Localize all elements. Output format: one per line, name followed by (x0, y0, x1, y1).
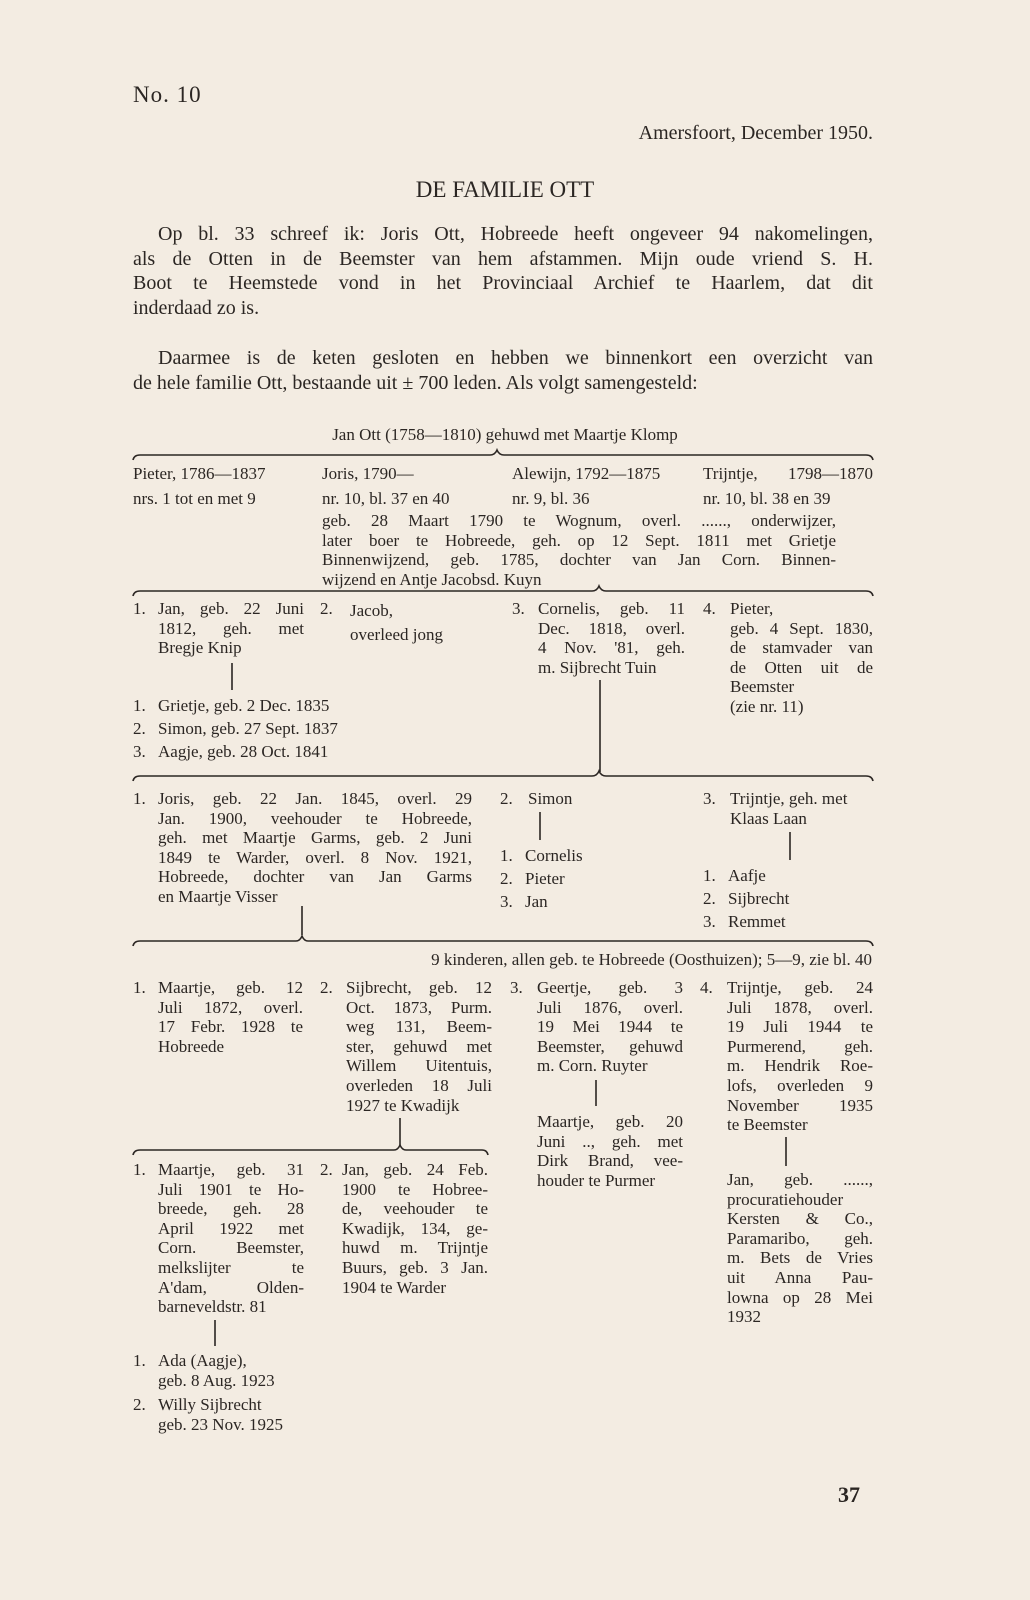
list-item (500, 891, 640, 914)
text-line: Klaas Laan (730, 808, 807, 828)
brace-gen1 (133, 450, 873, 460)
item-number: 1. (133, 696, 146, 715)
text-line: Joris, 1790— (322, 464, 414, 483)
text-line: Sijbrecht, geb. 12 (346, 978, 492, 997)
intro-paragraph-1 (133, 222, 873, 320)
text-line: m. Sijbrecht Tuin (538, 657, 657, 677)
gen3-trijntje (730, 789, 847, 828)
text-line: de stamvader van (730, 638, 873, 658)
gen4-trijntje (727, 978, 873, 1135)
item-number: 4. (700, 978, 713, 997)
text-line: geb. 4 Sept. 1830, (730, 618, 873, 638)
item-number: 3. (133, 742, 146, 761)
gen3-simon: Simon (528, 789, 573, 808)
text-line: Maartje, geb. 31 (158, 1160, 304, 1179)
item-number: 2. (500, 789, 513, 808)
text-line: Corn. Beemster, (158, 1238, 304, 1258)
item-number: 1. (133, 599, 146, 618)
item-number: 2. (133, 719, 146, 738)
text-line: Pieter, (730, 599, 774, 618)
text-line: m. Hendrik Roe- (727, 1056, 873, 1076)
text-line: geb. 28 Maart 1790 te Wognum, overl. ......, onderwijzer, (322, 511, 836, 530)
text-line: Joris, geb. 22 Jan. 1845, overl. 29 (158, 789, 472, 808)
item-number: 3. (703, 789, 716, 808)
text-line: 1900 te Hobree- (342, 1179, 488, 1199)
jan-children-list (133, 695, 413, 764)
simon-children-list (500, 845, 640, 914)
text-line: Daarmee is de keten gesloten en hebben we binnenkort een overzicht van (158, 347, 873, 369)
text-line: Boot te Heemstede vond in het Provinciaal Archief te Haarlem, dat dit (133, 272, 873, 294)
text-line: Paramaribo, geh. (727, 1228, 873, 1248)
text-line: Pieter, 1786—1837 (133, 464, 266, 483)
text-line: Juli 1878, overl. (727, 997, 873, 1017)
text-line: Jacob, (350, 601, 393, 620)
text-line: 1904 te Warder (342, 1277, 447, 1297)
text-line: uit Anna Pau- (727, 1267, 873, 1287)
text-line: 1849 te Warder, overl. 8 Nov. 1921, (158, 847, 472, 867)
text-line: Alewijn, 1792—1875 (512, 464, 661, 483)
gen3-joris (158, 789, 472, 907)
text-line: inderdaad zo is. (133, 296, 260, 319)
item-text: Simon, geb. 27 Sept. 1837 (158, 719, 338, 738)
text-line: lowna op 28 Mei (727, 1287, 873, 1307)
text-line: Geertje, geb. 3 (537, 978, 683, 997)
text-line: Trijntje, geb. 24 (727, 978, 873, 997)
gen2-jan (158, 599, 304, 658)
item-number: 1. (133, 1160, 146, 1179)
gen4-maartje (158, 978, 303, 1056)
text-line: Maartje, geb. 20 (537, 1112, 683, 1131)
item-number: 2. (703, 889, 716, 908)
text-line: Juli 1901 te Ho- (158, 1179, 304, 1199)
gen2-jacob (350, 599, 443, 647)
page-number: 37 (838, 1482, 860, 1507)
list-item (703, 865, 843, 888)
brace-gen4 (133, 936, 873, 946)
text-line: houder te Purmer (537, 1170, 656, 1190)
child-joris (322, 462, 450, 511)
text-line: Cornelis, geb. 11 (538, 599, 685, 618)
item-text: Pieter (525, 869, 565, 888)
text-line: 4 Nov. '81, geh. (538, 638, 685, 658)
text-line: Juli 1872, overl. (158, 997, 303, 1017)
place-date: Amersfoort, December 1950. (638, 122, 873, 144)
text-line: huwd m. Trijntje (342, 1238, 488, 1258)
text-line: procuratiehouder (727, 1189, 844, 1209)
item-number: 2. (320, 1160, 333, 1179)
text-line: Maartje, geb. 12 (158, 978, 303, 997)
root-couple: Jan Ott (1758—1810) gehuwd met Maartje Klomp (332, 425, 678, 444)
text-line: als de Otten in de Beemster van hem afstammen. Mijn oude vriend S. H. (133, 247, 873, 270)
text-line: 1812, geh. met (158, 618, 304, 638)
text-line: geb. 23 Nov. 1925 (158, 1414, 283, 1434)
text-line: 1932 (727, 1307, 761, 1327)
text-line: 1927 te Kwadijk (346, 1095, 460, 1115)
text-line: breede, geh. 28 (158, 1199, 304, 1219)
text-line: de, veehouder te (342, 1199, 488, 1219)
item-number: 2. (133, 1395, 146, 1414)
text-line: Willem Uitentuis, (346, 1056, 492, 1076)
text-line: lofs, overleden 9 (727, 1075, 873, 1095)
text-line: overleden 18 Juli (346, 1075, 492, 1095)
text-line: barneveldstr. 81 (158, 1297, 267, 1317)
text-line: Jan, geb. 24 Feb. (342, 1160, 488, 1179)
text-line: April 1922 met (158, 1218, 304, 1238)
item-text: Cornelis (525, 846, 583, 865)
trijntje-child (727, 1170, 873, 1327)
text-line: Hobreede (158, 1036, 225, 1056)
item-text: Jan (525, 892, 548, 911)
text-line: melkslijter te (158, 1257, 304, 1277)
text-line: Jan. 1900, veehouder te Hobreede, (158, 808, 472, 828)
text-line: ster, gehuwd met (346, 1036, 492, 1056)
text-line: Dirk Brand, vee- (537, 1151, 683, 1171)
item-number: 2. (500, 869, 513, 888)
child-pieter (133, 462, 265, 511)
text-line: Jan, geb. 22 Juni (158, 599, 304, 618)
text-line: Ada (Aagje), (158, 1351, 247, 1370)
text-line: Kersten & Co., (727, 1209, 873, 1229)
item-number: 3. (500, 892, 513, 911)
joris-details (322, 511, 836, 589)
list-item (500, 868, 640, 891)
item-number: 3. (512, 599, 525, 618)
text-line: Dec. 1818, overl. (538, 618, 685, 638)
item-text: Aagje, geb. 28 Oct. 1841 (158, 742, 329, 761)
list-item (133, 695, 413, 718)
gen6-willy (158, 1395, 283, 1434)
gen2-cornelis (538, 599, 685, 677)
item-text: Aafje (728, 866, 766, 885)
brace-gen5 (133, 1145, 488, 1155)
item-number: 1. (133, 1351, 146, 1370)
text-line: Buurs, geb. 3 Jan. (342, 1257, 488, 1277)
text-line: Trijntje, 1798—1870 (703, 464, 873, 483)
item-number: 1. (133, 978, 146, 997)
child-alewijn (512, 462, 660, 511)
text-line: nr. 10, bl. 37 en 40 (322, 488, 450, 508)
text-line: (zie nr. 11) (730, 696, 804, 716)
text-line: Juni .., geh. met (537, 1131, 683, 1151)
gen4-geertje (537, 978, 683, 1076)
issue-number: No. 10 (133, 82, 202, 107)
text-line: geb. 8 Aug. 1923 (158, 1370, 275, 1390)
item-number: 2. (320, 978, 333, 997)
text-line: nr. 9, bl. 36 (512, 488, 590, 508)
geertje-child (537, 1112, 683, 1190)
gen5-jan (342, 1160, 488, 1297)
text-line: Op bl. 33 schreef ik: Joris Ott, Hobreede heeft ongeveer 94 nakomelingen, (158, 223, 873, 245)
gen5-maartje (158, 1160, 304, 1317)
text-line: m. Corn. Ruyter (537, 1056, 648, 1076)
text-line: 19 Mei 1944 te (537, 1017, 683, 1037)
text-line: en Maartje Visser (158, 886, 278, 906)
text-line: Jan, geb. ......, (727, 1170, 873, 1189)
text-line: Purmerend, geh. (727, 1036, 873, 1056)
list-item (703, 888, 843, 911)
page-title: DE FAMILIE OTT (415, 177, 595, 202)
text-line: te Beemster (727, 1115, 808, 1135)
item-number: 4. (703, 599, 716, 618)
list-item (500, 845, 640, 868)
text-line: Binnenwijzend, geb. 1785, dochter van Jan Corn. Binnen- (322, 550, 836, 570)
text-line: geh. met Maartje Garms, geb. 2 Juni (158, 828, 472, 848)
item-number: 2. (320, 599, 333, 618)
gen6-ada (158, 1351, 275, 1390)
list-item (133, 718, 413, 741)
text-line: A'dam, Olden- (158, 1277, 304, 1297)
item-text: Grietje, geb. 2 Dec. 1835 (158, 696, 330, 715)
text-line: later boer te Hobreede, geh. op 12 Sept. 1811 met Grietje (322, 530, 836, 550)
list-item (133, 741, 413, 764)
text-line: de hele familie Ott, bestaande uit ± 700 leden. Als volgt samengesteld: (133, 371, 698, 394)
gen2-pieter (730, 599, 873, 717)
item-number: 1. (500, 846, 513, 865)
brace-gen3 (133, 771, 873, 781)
list-item (703, 911, 843, 934)
text-line: Willy Sijbrecht (158, 1395, 262, 1414)
gen4-sijbrecht (346, 978, 492, 1115)
text-line: overleed jong (350, 625, 443, 644)
text-line: nrs. 1 tot en met 9 (133, 488, 256, 508)
text-line: November 1935 (727, 1095, 873, 1115)
children-caption: 9 kinderen, allen geb. te Hobreede (Oosthuizen); 5—9, zie bl. 40 (431, 950, 872, 969)
text-line: Beemster (730, 677, 795, 697)
text-line: Bregje Knip (158, 638, 242, 658)
text-line: Hobreede, dochter van Jan Garms (158, 867, 472, 887)
item-number: 3. (703, 912, 716, 931)
text-line: m. Bets de Vries (727, 1248, 873, 1268)
text-line: Oct. 1873, Purm. (346, 997, 492, 1017)
item-number: 3. (510, 978, 523, 997)
item-number: 1. (133, 789, 146, 808)
text-line: Trijntje, geh. met (730, 789, 848, 808)
text-line: Juli 1876, overl. (537, 997, 683, 1017)
trijntje-children-list (703, 865, 843, 934)
intro-paragraph-2 (133, 346, 873, 395)
item-text: Sijbrecht (728, 889, 790, 908)
text-line: 17 Febr. 1928 te (158, 1017, 303, 1037)
child-trijntje (703, 462, 873, 511)
text-line: 19 Juli 1944 te (727, 1017, 873, 1037)
text-line: weg 131, Beem- (346, 1017, 492, 1037)
text-line: de Otten uit de (730, 657, 873, 677)
item-number: 1. (703, 866, 716, 885)
item-text: Remmet (728, 912, 786, 931)
text-line: nr. 10, bl. 38 en 39 (703, 488, 831, 508)
text-line: Kwadijk, 134, ge- (342, 1218, 488, 1238)
text-line: Beemster, gehuwd (537, 1036, 683, 1056)
text-line: wijzend en Antje Jacobsd. Kuyn (322, 569, 542, 589)
